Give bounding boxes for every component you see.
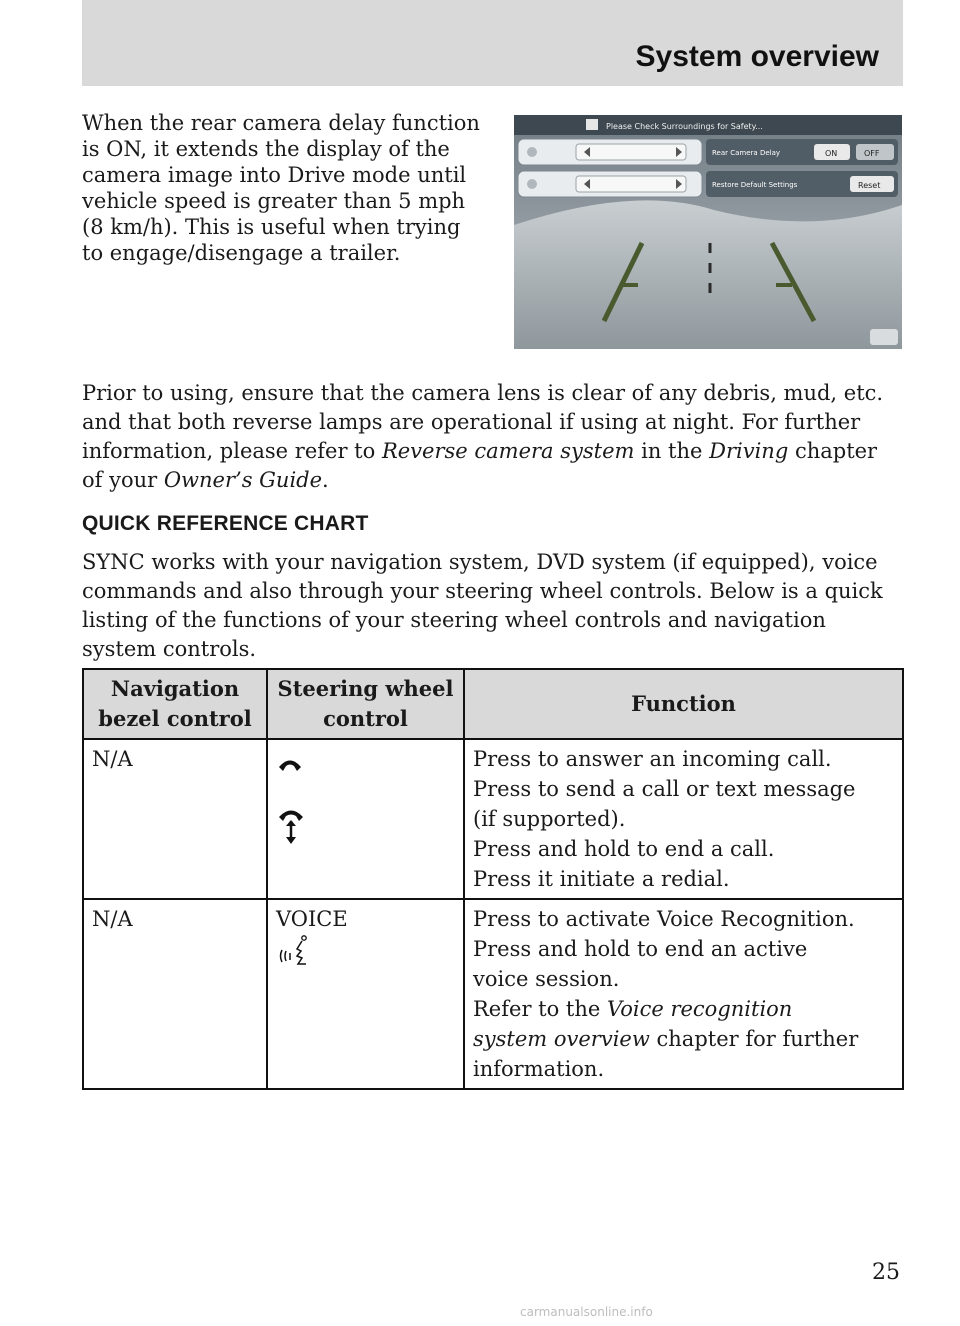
voice-label: VOICE [276,907,348,931]
function-line: (if supported). [473,807,626,831]
table-row [83,899,903,1089]
delay-off-button: OFF [864,149,880,158]
function-line: Press to send a call or text message [473,777,856,801]
voice-recognition-reference: Voice recognition [606,997,793,1021]
header-text: control [323,706,408,731]
header-text: Steering wheel [277,676,454,701]
section-heading: QUICK REFERENCE CHART [82,512,369,535]
header-text: Navigation [110,676,240,701]
owners-guide-reference: Owner’s Guide [163,468,323,492]
phone-send-end-icon [276,782,455,858]
header-bezel-control [83,669,267,739]
paragraph2-text: Prior to using, ensure that the camera lens is clear of any debris, mud, etc. and that both reverse lamps are operational if using at night. For further information, please refer to [82,381,884,463]
table-row [83,739,903,899]
function-line: Press it initiate a redial. [473,867,730,891]
delay-on-button: ON [825,149,838,158]
function-line: Press to activate Voice Recognition. [473,907,855,931]
paragraph2-text: chapter of your [82,439,878,492]
header-text: bezel control [98,706,252,731]
function-line: information. [473,1057,605,1081]
phone-icon [276,744,455,782]
voice-icon [276,934,455,976]
function-line [473,994,894,1024]
function-line: Press and hold to end an active [473,937,808,961]
bezel-cell: N/A [83,899,267,1089]
paragraph2-text: . [322,468,329,492]
watermark: carmanualsonline.info [520,1305,653,1319]
header-steering-control [267,669,464,739]
voice-recognition-reference: system overview [473,1027,650,1051]
camera-view-graphic [514,115,902,349]
function-line: Press to answer an incoming call. [473,747,832,771]
table-header-row [83,669,903,739]
rear-camera-delay-label: Rear Camera Delay [712,149,781,157]
steering-cell [267,739,464,899]
quick-reference-table [82,668,904,1090]
camera-usage-paragraph [82,379,904,495]
camera-banner-text: Please Check Surroundings for Safety... [606,122,763,131]
reset-button: Reset [858,181,881,190]
page-title: System overview [635,40,879,73]
header-function: Function [464,669,903,739]
paragraph2-text: in the [634,439,710,463]
restore-default-label: Restore Default Settings [712,181,798,189]
bezel-cell: N/A [83,739,267,899]
header-band [82,0,903,86]
steering-cell [267,899,464,1089]
driving-chapter-reference: Driving [709,439,789,463]
reverse-camera-system-reference: Reverse camera system [381,439,635,463]
refer-text: Refer to the [473,997,607,1021]
function-line: voice session. [473,967,620,991]
refer-text: chapter for further [649,1027,859,1051]
function-line: Press and hold to end a call. [473,837,775,861]
sync-intro-paragraph: SYNC works with your navigation system, DVD system (if equipped), voice commands and also through your steering wheel controls. Below is a quick listing of the functions of your steering wheel controls and navigation system controls. [82,550,883,661]
page-number: 25 [872,1260,900,1285]
intro-paragraph: When the rear camera delay function is ON, it extends the display of the camera image into Drive mode until vehicle speed is greater than 5 mph (8 km/h). This is useful when trying to engage/disengage a trailer. [82,111,480,265]
camera-screen-image [514,115,902,349]
function-cell [464,899,903,1089]
function-line [473,1024,894,1054]
function-cell [464,739,903,899]
